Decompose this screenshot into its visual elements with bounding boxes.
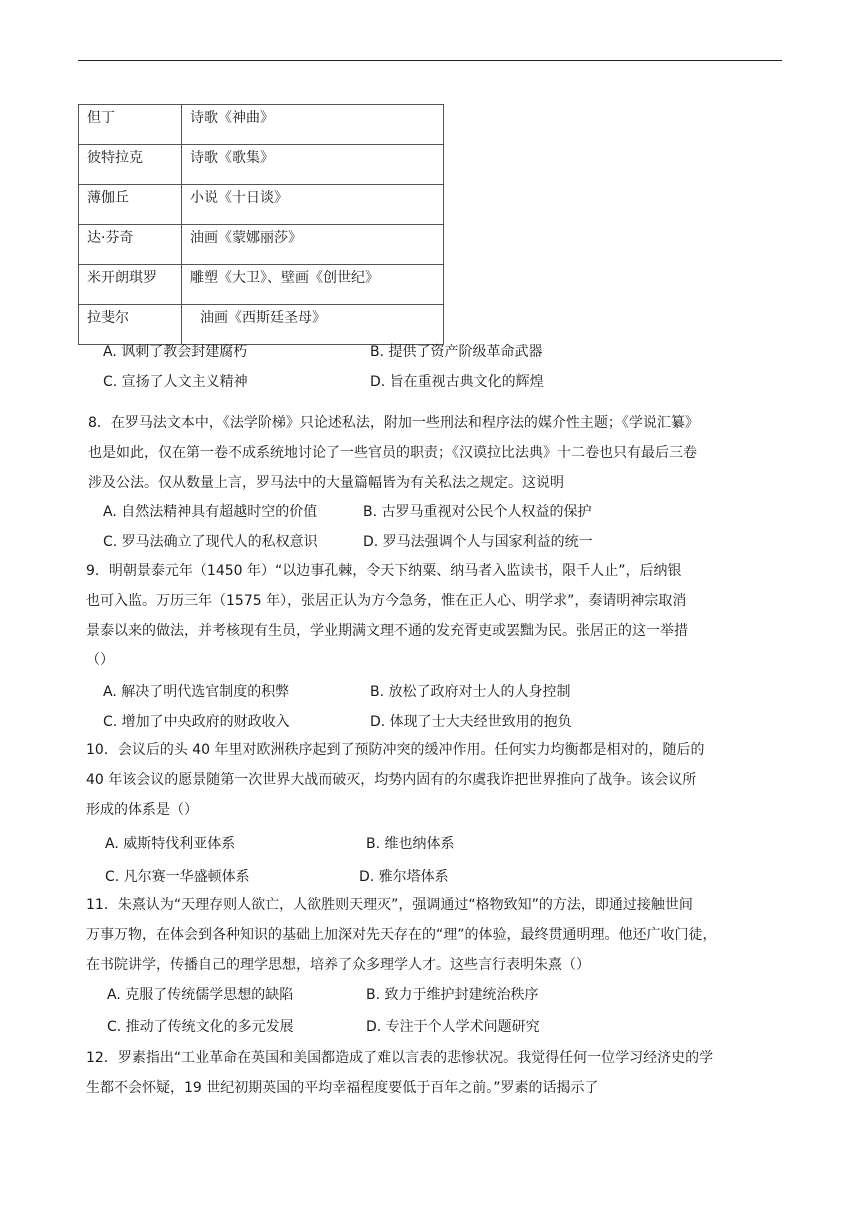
table-row [79,185,444,225]
q11-option-d: D. 专注于个人学术问题研究 [366,1019,540,1035]
author-cell: 薄伽丘 [79,185,182,225]
author-cell: 米开朗琪罗 [79,265,182,305]
q9-stem-line: 9．明朝景泰元年（1450 年）“以边事孔棘，令天下纳粟、纳马者入监读书，限千人止”，后纳银 [86,563,682,579]
q7-option-d: D. 旨在重视古典文化的辉煌 [370,374,544,390]
q8-option-a: A. 自然法精神具有超越时空的价值 [103,504,318,520]
q8-option-c: C. 罗马法确立了现代人的私权意识 [103,534,318,550]
q9-stem-line: 景泰以来的做法，并考核现有生员，学业期满文理不通的发充胥吏或罢黜为民。张居正的这一举措 [86,623,688,639]
work-cell: 油画《蒙娜丽莎》 [182,225,444,265]
q9-stem-line: 也可入监。万历三年（1575 年），张居正认为方今急务，惟在正人心、明学求”，奏请明神宗取消 [86,593,687,609]
q11-option-c: C. 推动了传统文化的多元发展 [107,1019,294,1035]
work-cell: 诗歌《歌集》 [182,145,444,185]
header-rule [78,60,782,61]
q8-stem-line: 8．在罗马法文本中，《法学阶梯》只论述私法，附加一些刑法和程序法的媒介性主题；《学说汇纂》 [88,415,699,431]
q11-stem-line: 万事万物，在体会到各种知识的基础上加深对先天存在的“理”的体验，最终贯通明理。他还广收门徒， [86,927,717,943]
q9-stem-line: （） [86,652,114,668]
q8-option-b: B. 古罗马重视对公民个人权益的保护 [363,504,592,520]
q10-option-a: A. 威斯特伐利亚体系 [105,836,236,852]
q10-option-d: D. 雅尔塔体系 [359,869,449,885]
table-row [79,105,444,145]
table-row [79,265,444,305]
q9-option-c: C. 增加了中央政府的财政收入 [103,714,290,730]
q9-option-a: A. 解决了明代选官制度的积弊 [103,684,290,700]
q9-option-d: D. 体现了士大夫经世致用的抱负 [370,714,572,730]
author-cell: 彼特拉克 [79,145,182,185]
author-cell: 达·芬奇 [79,225,182,265]
q8-stem-line: 也是如此，仅在第一卷不成系统地讨论了一些官员的职责；《汉谟拉比法典》十二卷也只有最后三卷 [88,445,697,461]
q12-stem-line: 生都不会怀疑，19 世纪初期英国的平均幸福程度要低于百年之前。”罗素的话揭示了 [86,1080,599,1096]
q10-stem-line: 形成的体系是（） [86,802,198,818]
author-cell: 拉斐尔 [79,305,182,345]
q7-option-a: A. 讽刺了教会封建腐朽 [103,344,248,360]
work-cell: 诗歌《神曲》 [182,105,444,145]
q10-option-b: B. 维也纳体系 [366,836,455,852]
q10-stem-line: 10．会议后的头 40 年里对欧洲秩序起到了预防冲突的缓冲作用。任何实力均衡都是相对的，随后的 [86,742,705,758]
q8-option-d: D. 罗马法强调个人与国家利益的统一 [363,534,593,550]
author-cell: 但丁 [79,105,182,145]
table-row [79,305,444,345]
q10-stem-line: 40 年该会议的愿景随第一次世界大战而破灭，均势内固有的尔虞我诈把世界推向了战争。该会议所 [86,772,697,788]
q9-option-b: B. 放松了政府对士人的人身控制 [370,684,571,700]
q7-option-b: B. 提供了资产阶级革命武器 [370,344,543,360]
q8-stem-line: 涉及公法。仅从数量上言，罗马法中的大量篇幅皆为有关私法之规定。这说明 [88,475,564,491]
work-cell: 小说《十日谈》 [182,185,444,225]
q11-stem-line: 11．朱熹认为“天理存则人欲亡，人欲胜则天理灭”，强调通过“格物致知”的方法，即通过接触世间 [86,897,693,913]
works-table [78,104,444,345]
work-cell: 雕塑《大卫》、壁画《创世纪》 [182,265,444,305]
q11-option-a: A. 克服了传统儒学思想的缺陷 [107,987,294,1003]
q7-option-c: C. 宣扬了人文主义精神 [103,374,248,390]
table-row [79,145,444,185]
q11-stem-line: 在书院讲学，传播自己的理学思想，培养了众多理学人才。这些言行表明朱熹（） [86,957,590,973]
work-cell: 油画《西斯廷圣母》 [182,305,444,345]
q10-option-c: C. 凡尔赛一华盛顿体系 [105,869,250,885]
q12-stem-line: 12．罗素指出“工业革命在英国和美国都造成了难以言表的悲惨状况。我觉得任何一位学习经济史的学 [86,1050,714,1066]
table-row [79,225,444,265]
q11-option-b: B. 致力于维护封建统治秩序 [366,987,539,1003]
